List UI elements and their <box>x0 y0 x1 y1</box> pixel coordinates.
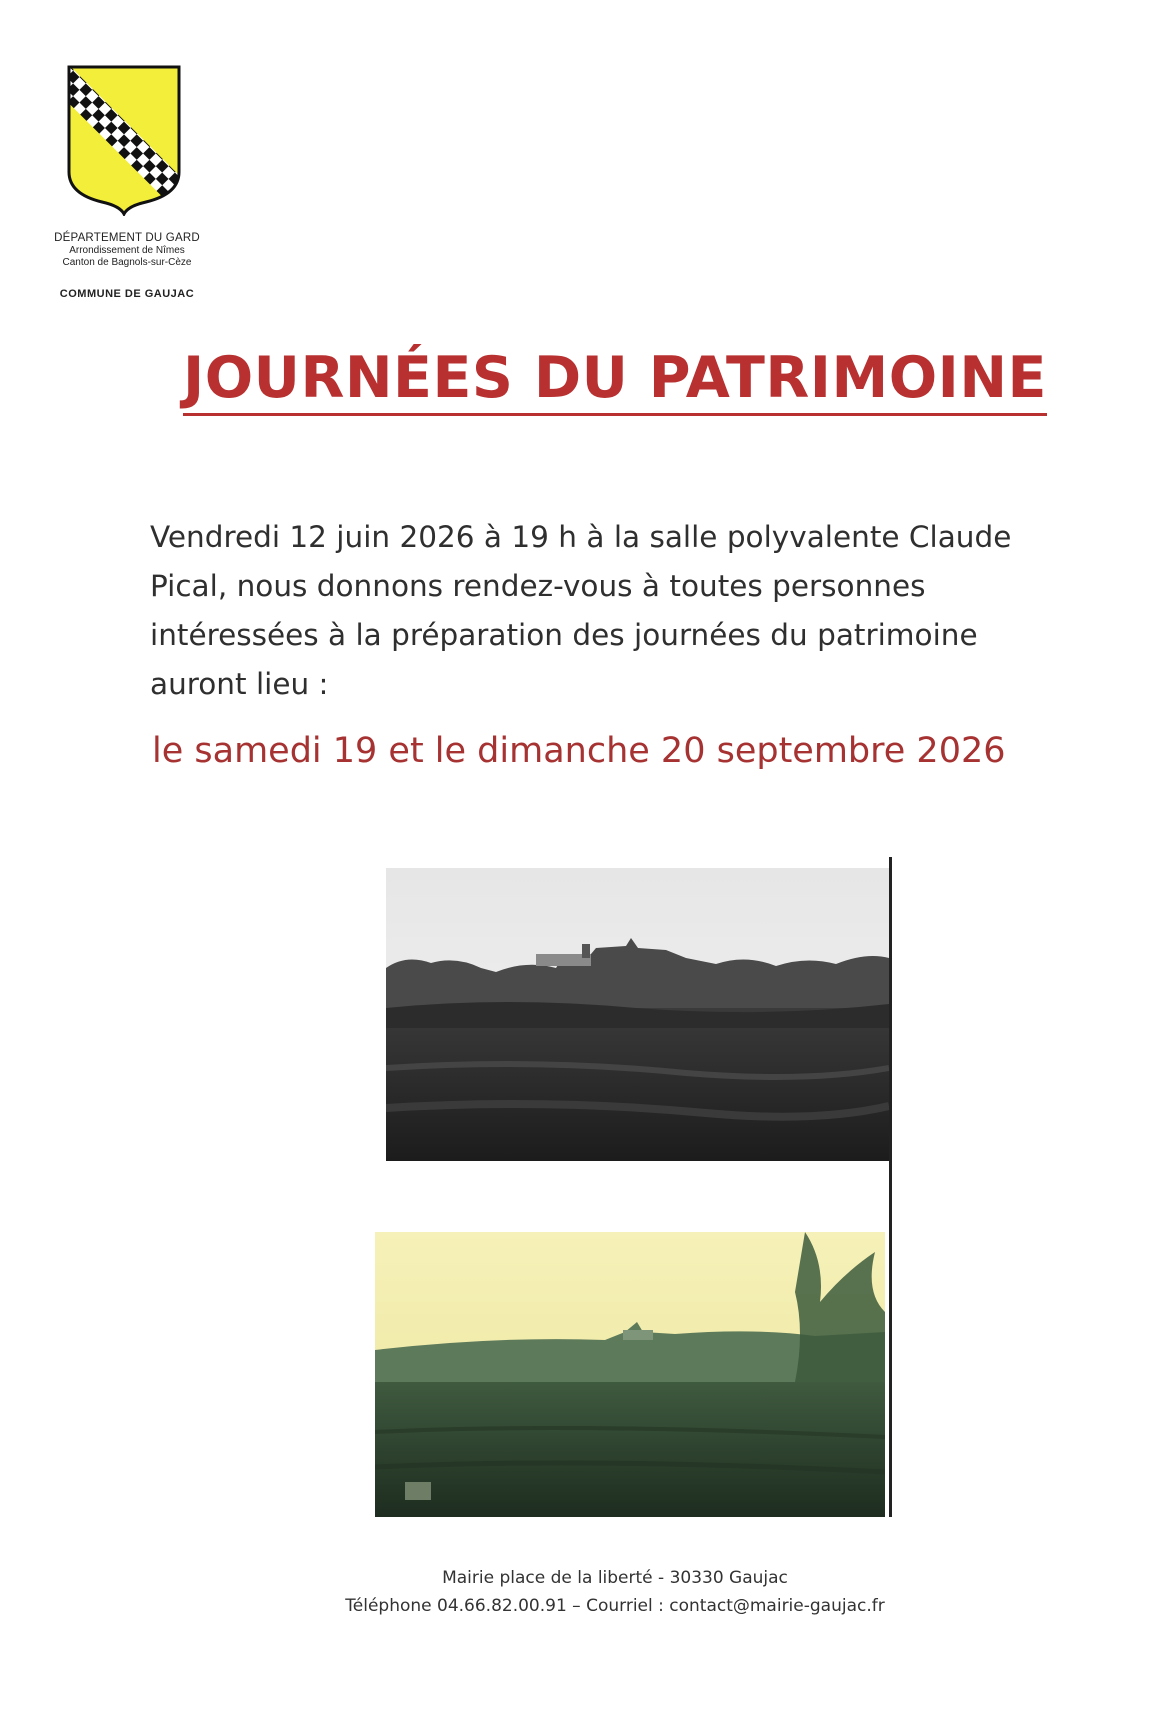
vertical-divider <box>889 857 892 1517</box>
commune-label: COMMUNE DE GAUJAC <box>59 288 195 300</box>
event-dates: le samedi 19 et le dimanche 20 septembre 2026 <box>152 731 1006 771</box>
announcement-line: Pical, nous donnons rendez-vous à toutes personnes <box>150 569 926 603</box>
arrondissement-label: Arrondissement de Nîmes <box>69 245 185 256</box>
announcement-line: auront lieu : <box>150 667 329 701</box>
commune-crest-logo <box>66 64 182 216</box>
announcement-line: Vendredi 12 juin 2026 à 19 h à la salle polyvalente Claude <box>150 520 1012 554</box>
page-title <box>0 345 1155 411</box>
village-photo-old-1 <box>386 868 889 1161</box>
footer-address: Mairie place de la liberté - 30330 Gaujac <box>442 1568 788 1588</box>
village-photo-old-2 <box>375 1232 885 1517</box>
page-title-text: JOURNÉES DU PATRIMOINE <box>183 345 1047 416</box>
footer <box>0 1564 1155 1620</box>
announcement-text <box>150 513 1090 709</box>
announcement-line: intéressées à la préparation des journées du patrimoine <box>150 618 978 652</box>
footer-contact: Téléphone 04.66.82.00.91 – Courriel : contact@mairie-gaujac.fr <box>345 1596 885 1616</box>
department-label: DÉPARTEMENT DU GARD <box>54 232 200 244</box>
canton-label: Canton de Bagnols-sur-Cèze <box>62 257 192 268</box>
administrative-header <box>22 231 232 300</box>
